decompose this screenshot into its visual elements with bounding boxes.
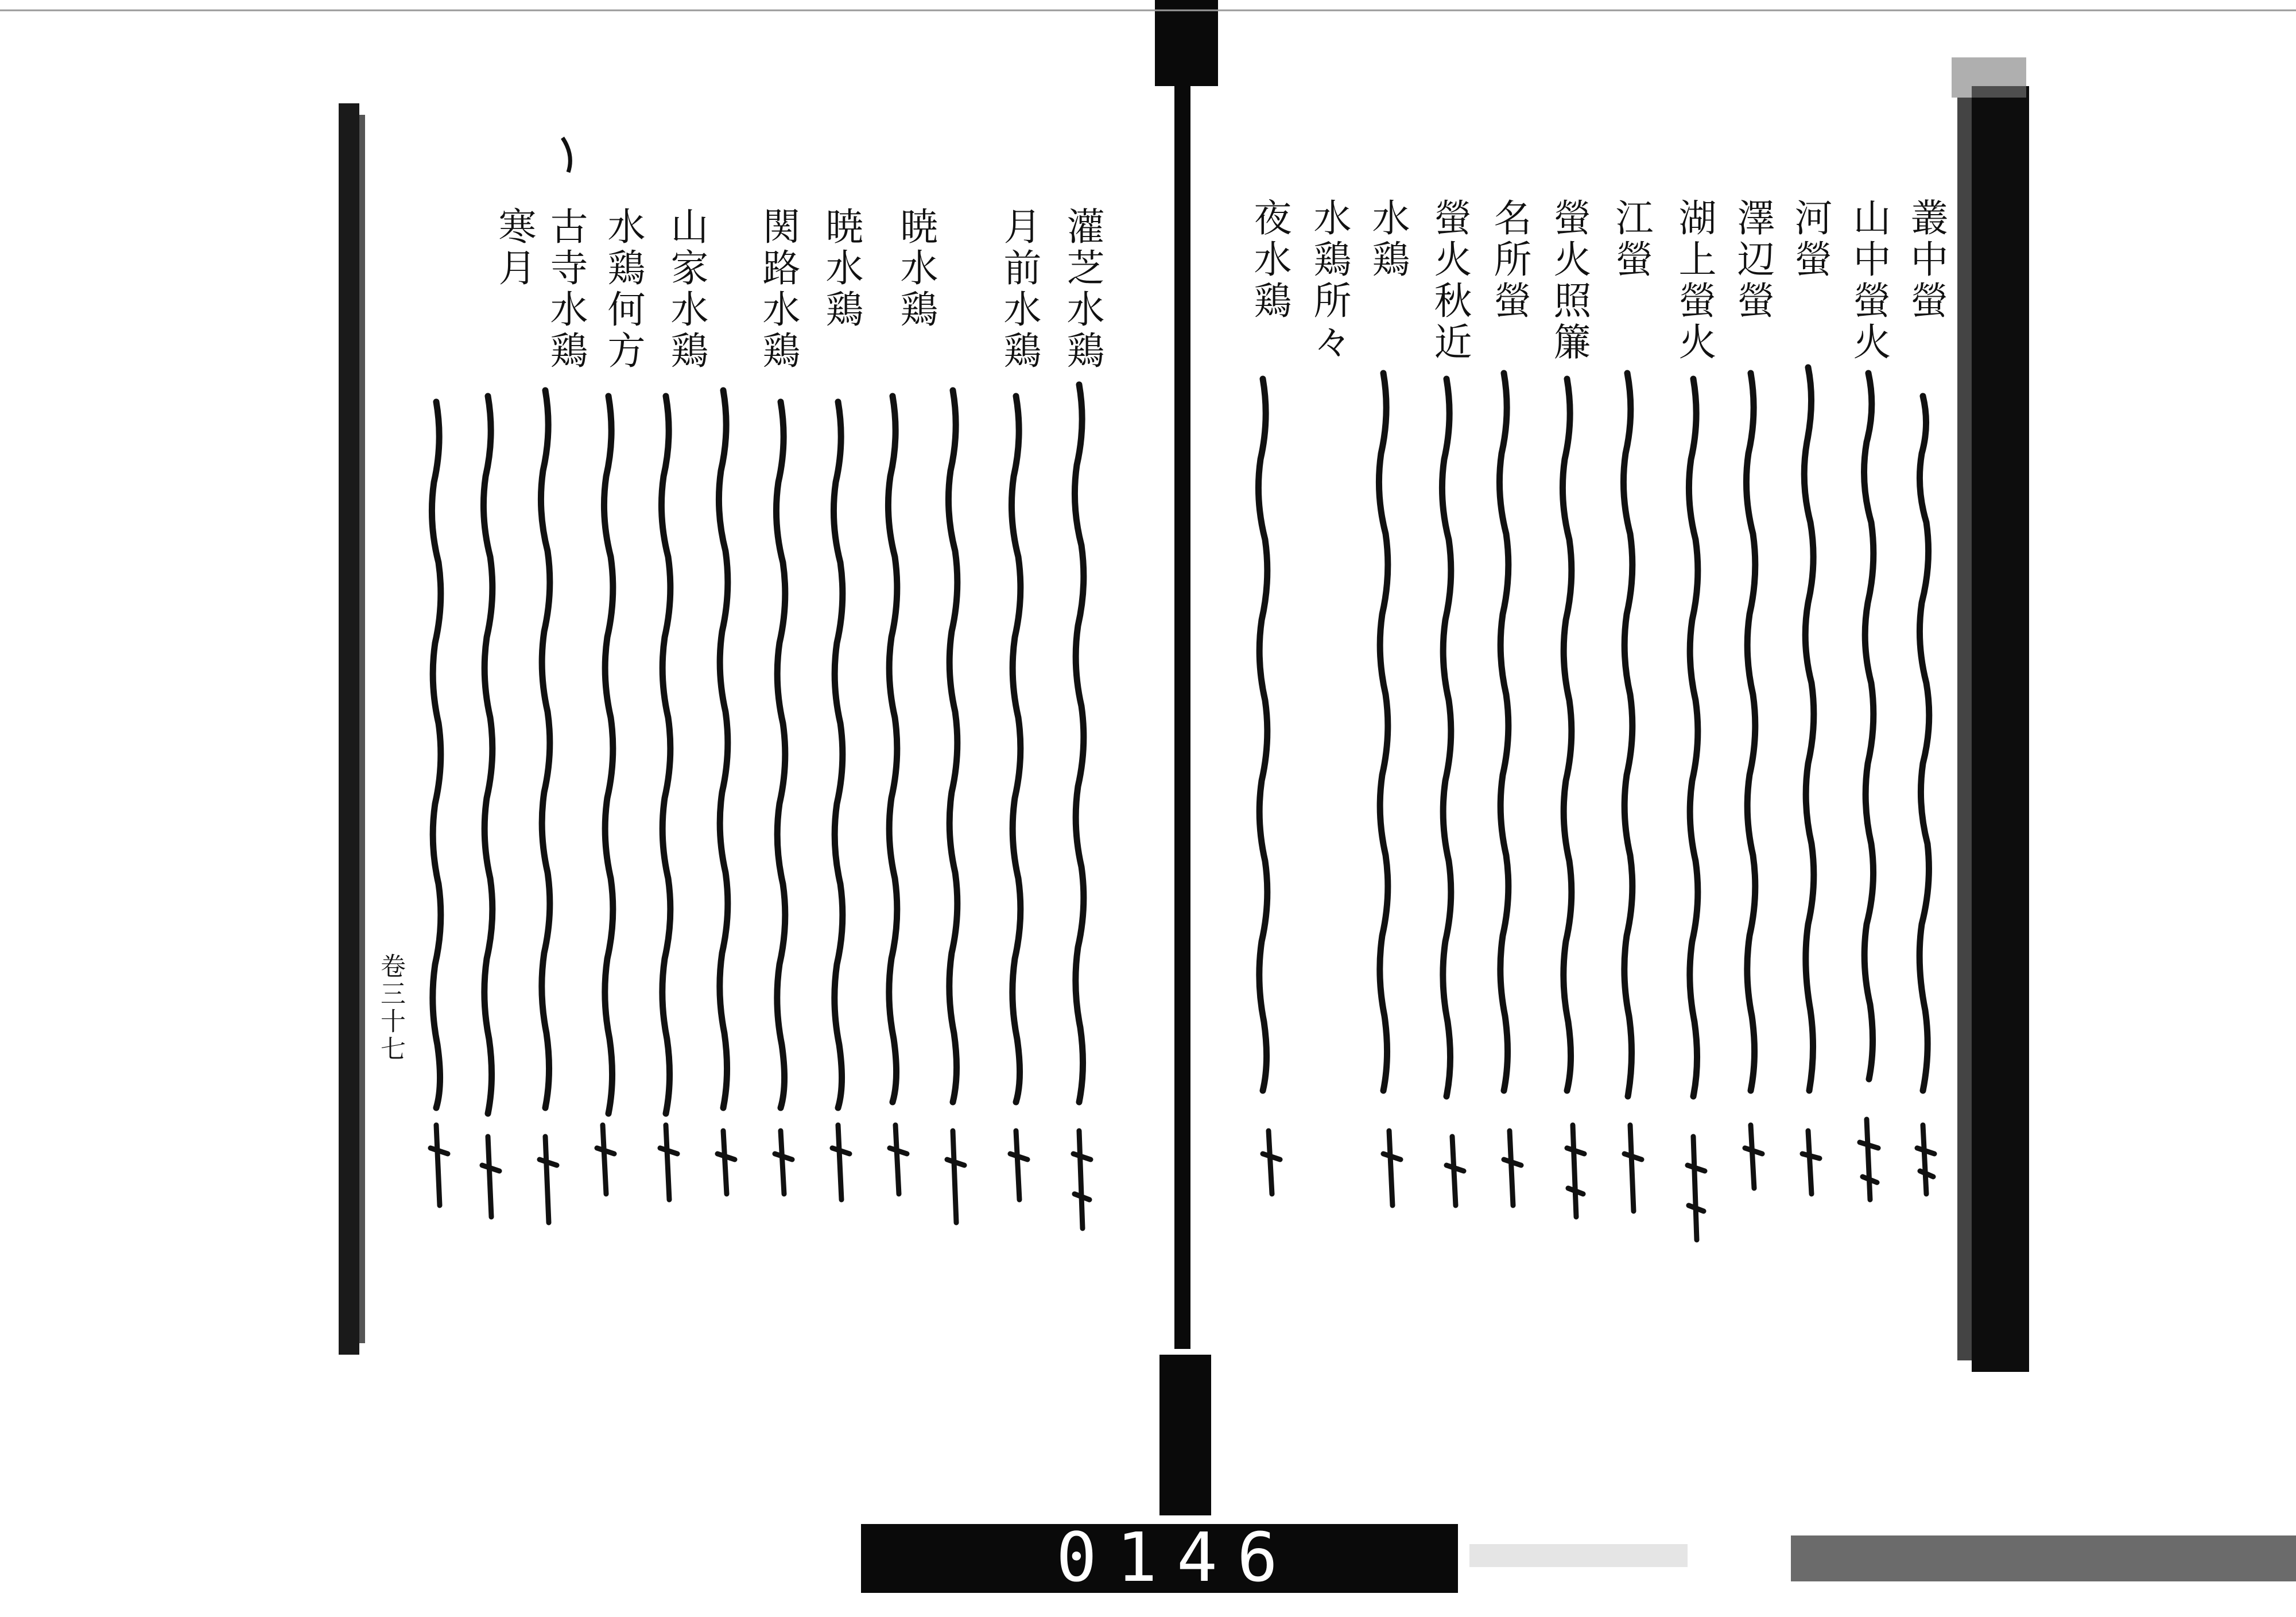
right-page-verse-strokes [1258,367,1929,1096]
heading-left-7: 水鶏何方 [601,207,645,372]
gutter-binding-line [1174,86,1190,1349]
heading-right-2: 山中螢火 [1847,198,1891,363]
heading-left-6: 山家水鶏 [664,207,708,372]
heading-right-12: 夜水鶏 [1247,198,1292,322]
right-page-author-strokes [1263,1119,1934,1240]
right-page-corner-wear [1952,57,2026,98]
heading-left-2: 月前水鶏 [997,207,1041,372]
gutter-top-clip [1155,0,1218,86]
heading-left-4: 暁水鶏 [819,207,863,331]
right-page-edge-shade [1957,98,1972,1360]
left-page-edge-shade [359,115,365,1343]
frame-number: 0146 [1056,1518,1298,1597]
heading-right-4: 澤辺螢 [1731,198,1775,322]
heading-left-8: 古寺水鶏 [544,207,588,372]
left-page-edge [339,103,359,1355]
heading-right-3: 河螢 [1788,198,1832,281]
left-page-verse-strokes [432,385,1083,1114]
page-corner-mark [563,138,570,172]
bottom-smudge-b [1791,1535,2296,1581]
heading-left-1: 灌芝水鶏 [1060,207,1104,372]
bottom-smudge-a [1469,1544,1688,1567]
heading-right-1: 叢中螢 [1904,198,1948,322]
heading-right-8: 名所螢 [1487,198,1531,322]
heading-right-5: 湖上螢火 [1672,198,1716,363]
right-page-edge [1972,86,2029,1372]
heading-right-7: 螢火照簾 [1547,198,1591,363]
heading-right-11: 水鶏所々 [1307,198,1351,363]
heading-left-3: 暁水鶏 [894,207,938,331]
heading-left-9: 寒月 [492,207,536,289]
page-marker: 卷三十七 [376,953,405,1063]
heading-left-5: 関路水鶏 [756,207,800,372]
left-page-author-strokes [430,1125,1091,1228]
heading-right-9: 螢火秋近 [1428,198,1472,363]
heading-right-6: 江螢 [1609,198,1653,281]
gutter-bottom-clip [1159,1355,1211,1515]
heading-right-10: 水鶏 [1366,198,1410,281]
